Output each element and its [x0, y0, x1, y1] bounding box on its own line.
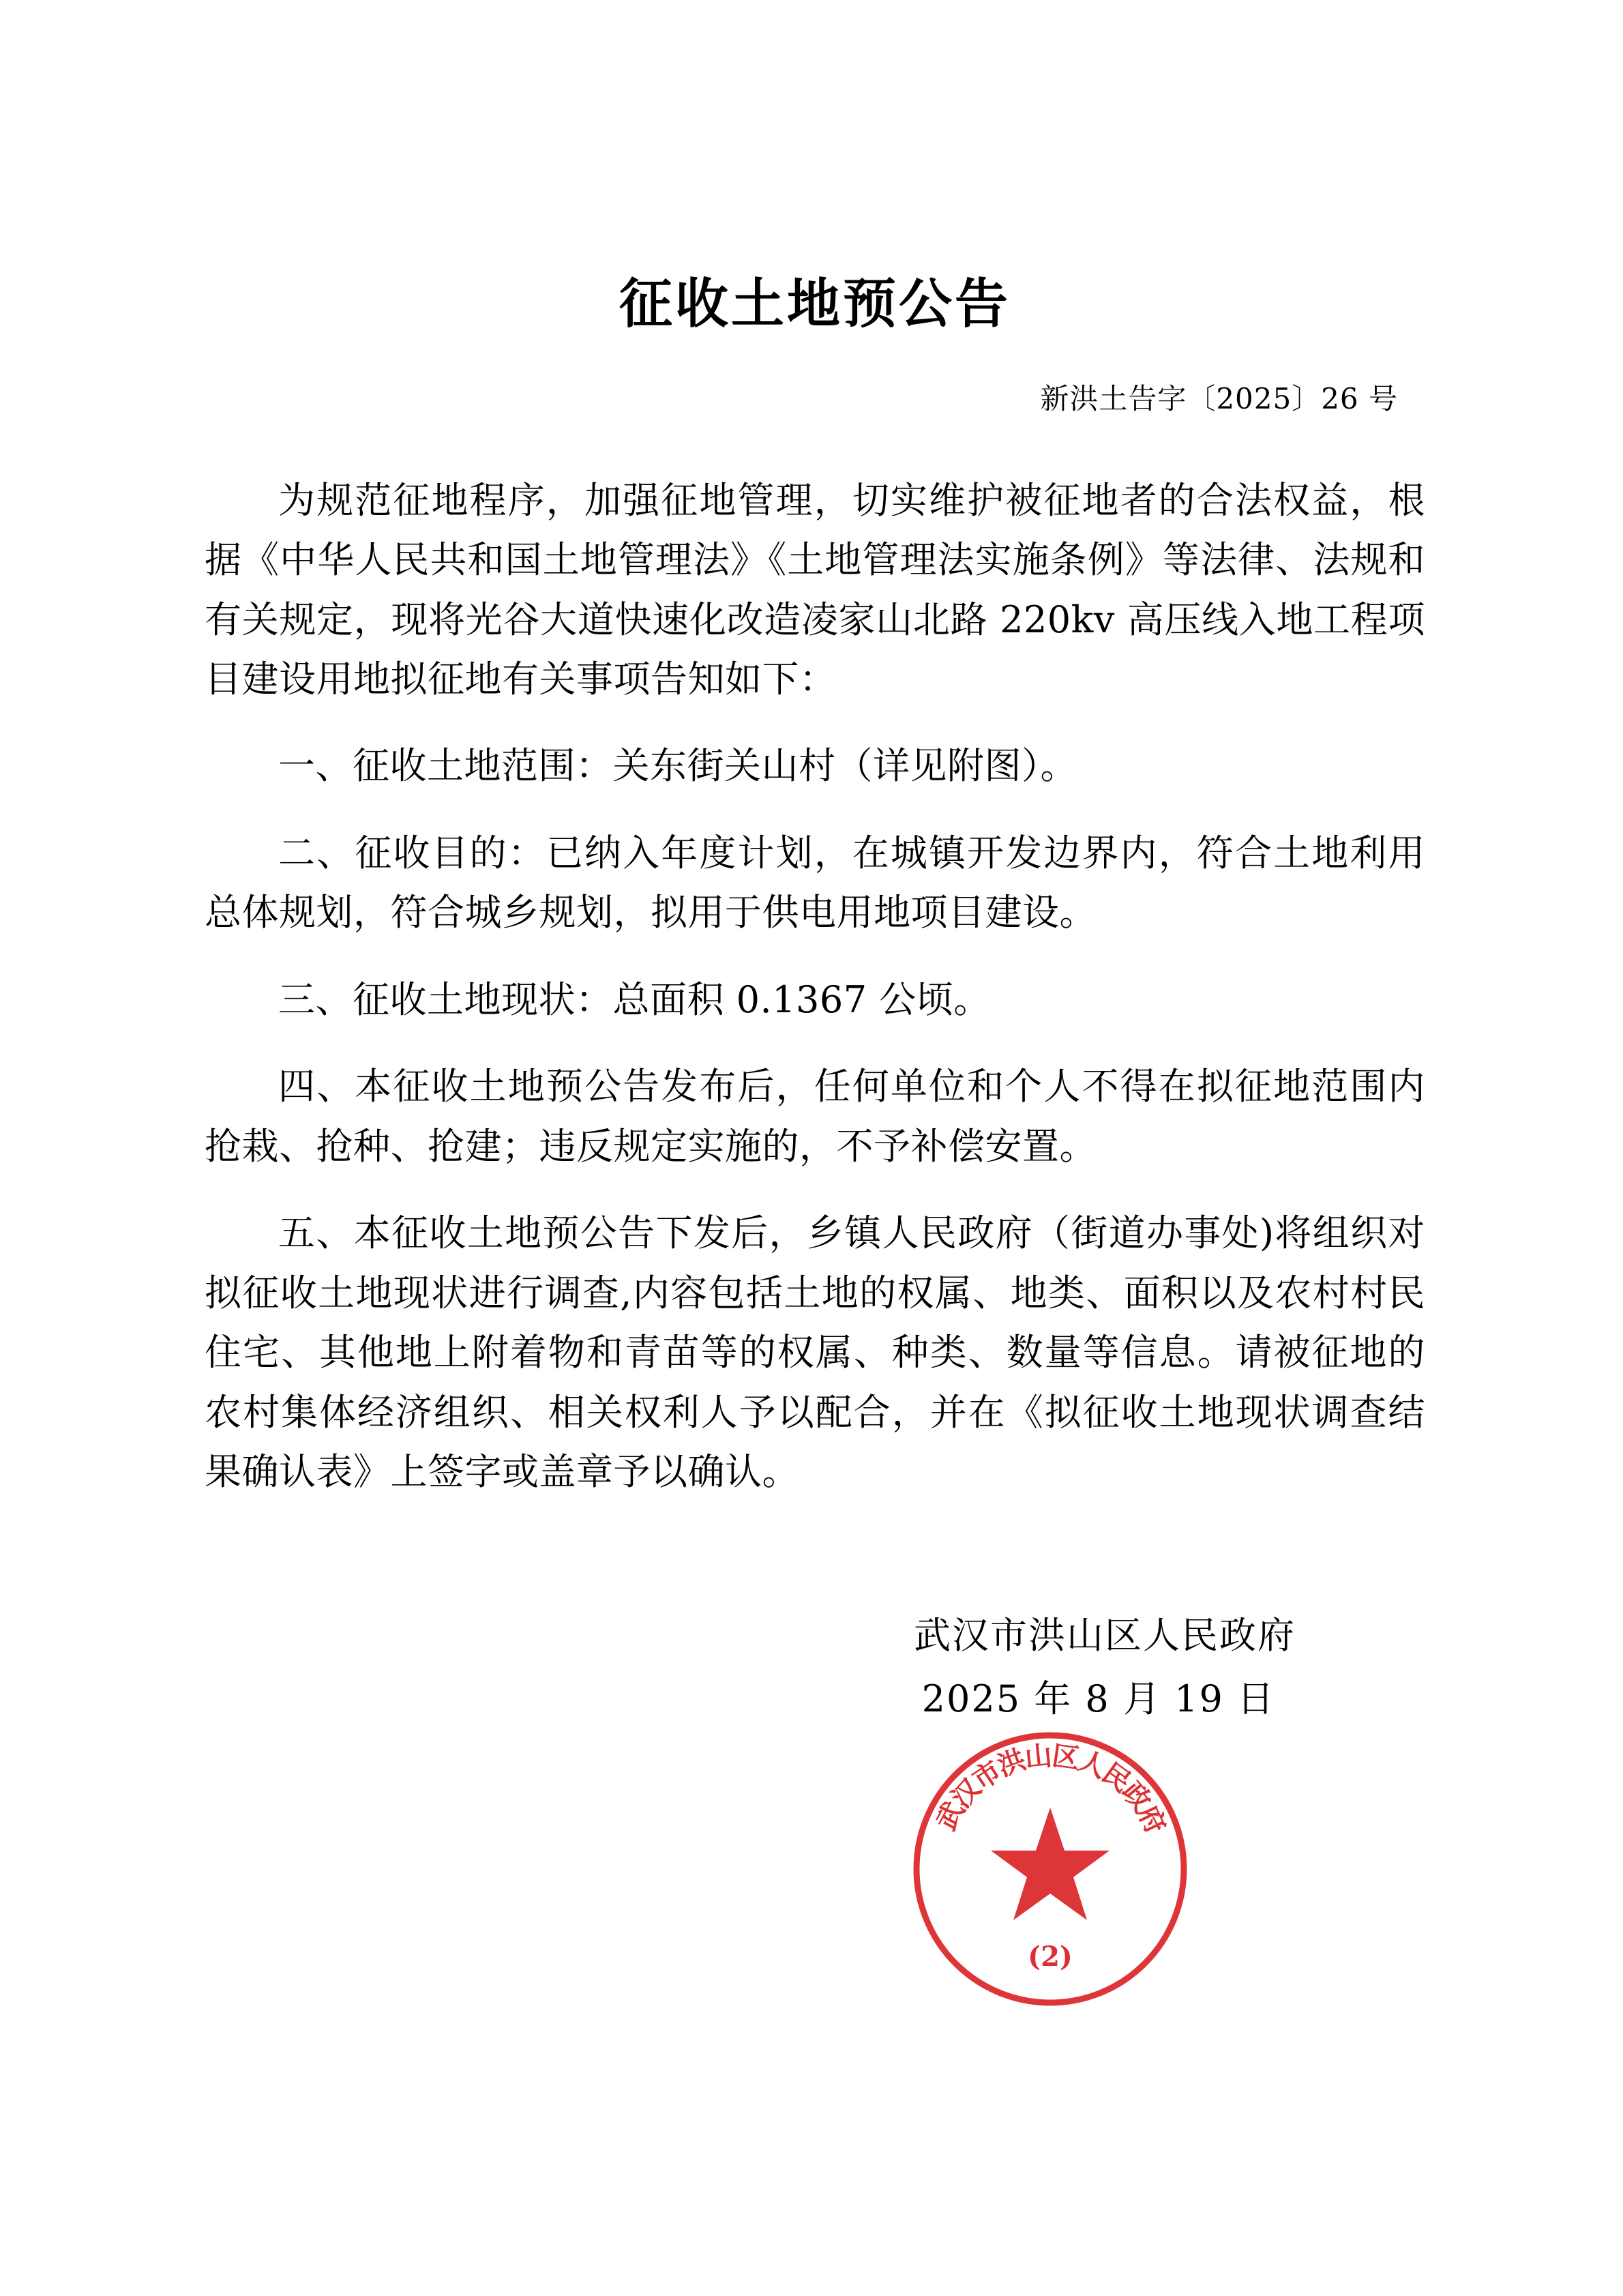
signature-block [205, 1604, 1425, 1731]
document-number: 新洪土告字〔2025〕26 号 [1040, 381, 1398, 415]
paragraph-item-2: 二、征收目的：已纳入年度计划，在城镇开发边界内，符合土地利用总体规划，符合城乡规划，拟用于供电用地项目建设。 [205, 831, 1425, 934]
svg-text:市: 市 [966, 1754, 1008, 1797]
svg-text:洪: 洪 [993, 1743, 1030, 1783]
page-title: 征收土地预公告 [619, 274, 1011, 335]
paragraph-item-3: 三、征收土地现状：总面积 0.1367 公顷。 [278, 977, 991, 1021]
svg-text:人: 人 [1073, 1744, 1112, 1784]
paragraph-intro: 为规范征地程序，加强征地管理，切实维护被征地者的合法权益，根据《中华人民共和国土地管理法》《土地管理法实施条例》等法律、法规和有关规定，现将光谷大道快速化改造凌家山北路 220kv 高压线入地工程项目建设用地拟征地有关事项告知如下： [205, 478, 1425, 701]
document-body [205, 0, 1425, 2296]
svg-text:政: 政 [1115, 1776, 1158, 1818]
svg-text:武: 武 [929, 1796, 972, 1836]
svg-text:(2): (2) [1028, 1941, 1073, 1973]
paragraph-item-5: 五、本征收土地预公告下发后，乡镇人民政府（街道办事处)将组织对拟征收土地现状进行调查,内容包括土地的权属、地类、面积以及农村村民住宅、其他地上附着物和青苗等的权属、种类、数量等信息。请被征地的农村集体经济组织、相关权利人予以配合，并在《拟征收土地现状调查结果确认表》上签字或盖章予以确认。 [205, 1211, 1425, 1494]
signature-date: 2025 年 8 月 19 日 [921, 1677, 1275, 1720]
svg-text:汉: 汉 [945, 1772, 987, 1814]
svg-text:区: 区 [1049, 1739, 1082, 1776]
signature-issuer: 武汉市洪山区人民政府 [914, 1613, 1296, 1657]
paragraph-item-4: 四、本征收土地预公告发布后，任何单位和个人不得在拟征地范围内抢栽、抢种、抢建；违反规定实施的，不予补偿安置。 [205, 1065, 1425, 1168]
svg-text:山: 山 [1023, 1739, 1054, 1774]
svg-text:民: 民 [1096, 1756, 1137, 1799]
paragraph-item-1: 一、征收土地范围：关东街关山村（详见附图）。 [278, 744, 1077, 788]
svg-text:府: 府 [1131, 1800, 1172, 1839]
